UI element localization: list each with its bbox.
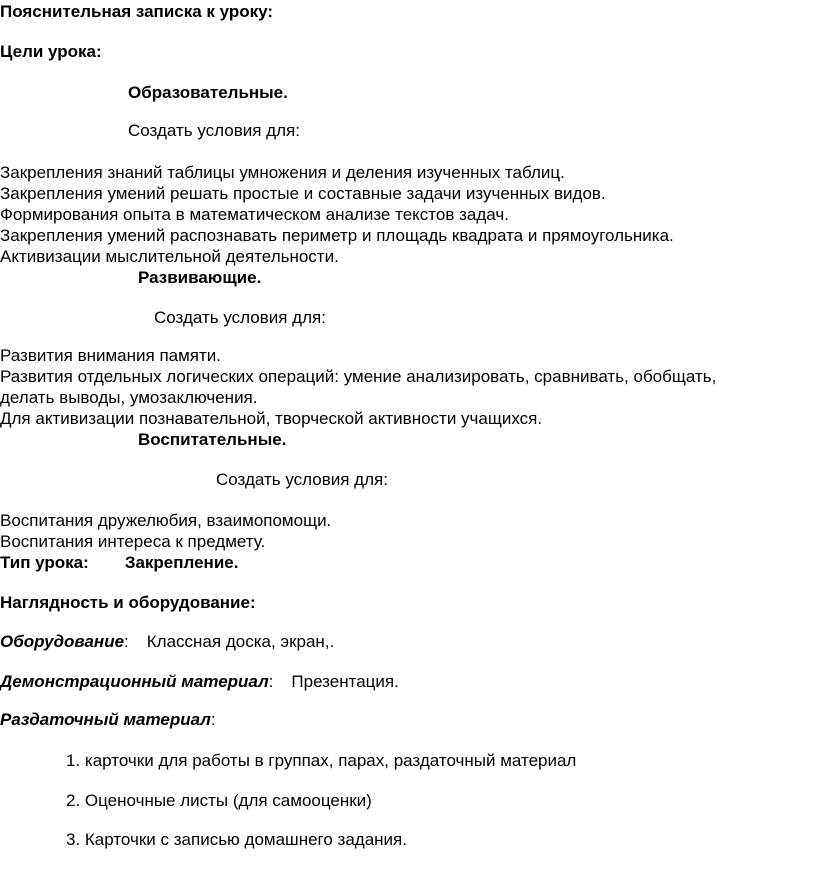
goals-heading: Цели урока: — [0, 42, 102, 61]
handout-item: 3. Карточки с записью домашнего задания. — [66, 830, 407, 849]
educational-item: Закрепления умений решать простые и составные задачи изученных видов. — [0, 184, 606, 203]
upbringing-intro: Создать условия для: — [216, 470, 388, 489]
upbringing-item: Воспитания дружелюбия, взаимопомощи. — [0, 511, 332, 530]
developing-item: Для активизации познавательной, творческой активности учащихся. — [0, 409, 543, 428]
demo-material-line: Демонстрационный материал: Презентация. — [0, 672, 399, 691]
upbringing-heading: Воспитательные. — [138, 430, 287, 449]
handout-item: 1. карточки для работы в группах, парах, раздаточный материал — [66, 751, 577, 770]
educational-intro: Создать условия для: — [128, 121, 300, 140]
handout-label: Раздаточный материал — [0, 710, 211, 729]
document-title: Пояснительная записка к уроку: — [0, 2, 274, 21]
educational-item: Активизации мыслительной деятельности. — [0, 247, 339, 266]
developing-item: Развития внимания памяти. — [0, 346, 221, 365]
educational-item: Закрепления знаний таблицы умножения и деления изученных таблиц. — [0, 163, 565, 182]
equipment-line: Оборудование: Классная доска, экран,. — [0, 632, 335, 651]
equipment-heading: Наглядность и оборудование: — [0, 593, 256, 612]
developing-heading: Развивающие. — [138, 268, 262, 287]
demo-material-label: Демонстрационный материал — [0, 672, 269, 691]
educational-item: Закрепления умений распознавать периметр и площадь квадрата и прямоугольника. — [0, 226, 674, 245]
handout-item: 2. Оценочные листы (для самооценки) — [66, 791, 372, 810]
handout-line: Раздаточный материал: — [0, 710, 216, 729]
lesson-type-value: Закрепление. — [124, 553, 239, 572]
developing-item: делать выводы, умозаключения. — [0, 388, 258, 407]
educational-item: Формирования опыта в математическом анализе текстов задач. — [0, 205, 509, 224]
developing-intro: Создать условия для: — [154, 308, 326, 327]
upbringing-item: Воспитания интереса к предмету. — [0, 532, 266, 551]
lesson-type-label: Тип урока: — [0, 553, 89, 572]
educational-heading: Образовательные. — [128, 83, 288, 102]
equipment-value: Классная доска, экран,. — [146, 632, 335, 651]
demo-material-value: Презентация. — [291, 672, 399, 691]
equipment-label: Оборудование — [0, 632, 125, 651]
lesson-type-line — [0, 552, 238, 574]
developing-item: Развития отдельных логических операций: умение анализировать, сравнивать, обобщать, — [0, 367, 717, 386]
